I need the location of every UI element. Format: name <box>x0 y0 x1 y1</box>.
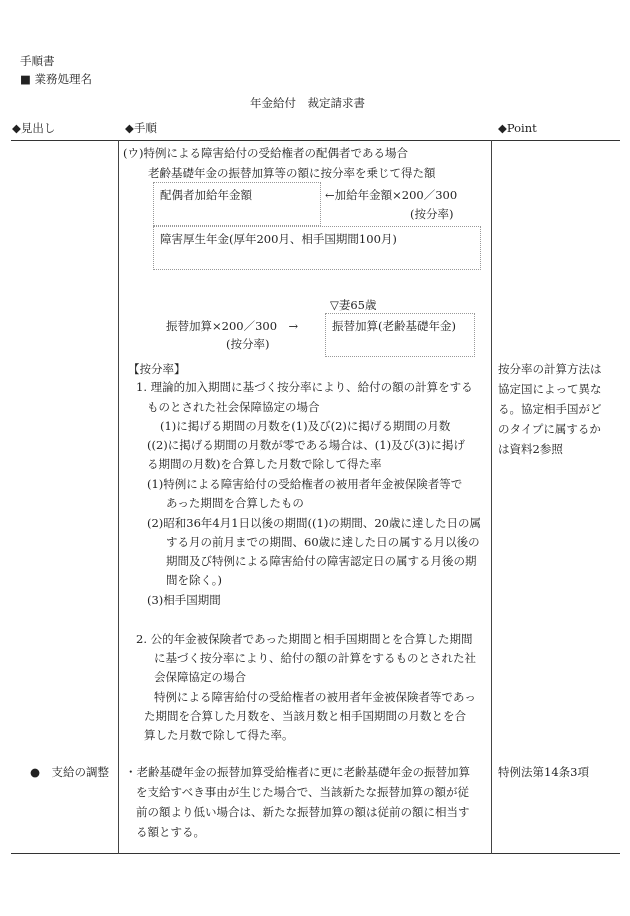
table-bottom-rule <box>11 853 620 854</box>
column-divider <box>118 140 119 854</box>
ratio-line: ((2)に掲げる期間の月数が零である場合は、(1)及び(3)に掲げ <box>147 438 465 452</box>
calc1: ←加給年金額×200／300 <box>325 188 458 202</box>
point-line: 按分率の計算方法は <box>498 362 602 376</box>
col-point: ◆Point <box>498 121 537 135</box>
page-title: 年金給付 裁定請求書 <box>250 96 365 110</box>
ratio-line: 算した月数で除して得た率。 <box>144 728 294 742</box>
calc2: 振替加算×200／300 → <box>166 319 299 333</box>
ratio-line: (2)昭和36年4月1日以後の期間((1)の期間、20歳に達した日の属 <box>147 516 481 530</box>
section-label: ■ 業務処理名 <box>20 72 93 86</box>
age-marker: ▽妻65歳 <box>330 298 377 312</box>
box1-label: 配偶者加給年金額 <box>160 188 252 202</box>
col-heading: ◆見出し <box>12 121 56 135</box>
adjust-line: 前の額より低い場合は、新たな振替加算の額は従前の額に相当す <box>136 805 470 819</box>
ratio-title: 【按分率】 <box>128 362 186 376</box>
ratio-line: 1. 理論的加入期間に基づく按分率により、給付の額の計算をする <box>136 380 473 394</box>
adjust-line: を支給すべき事由が生じた場合で、当該新たな振替加算の額が従 <box>136 785 470 799</box>
point-line: 協定国によって異な <box>498 382 602 396</box>
doc-type: 手順書 <box>20 54 55 68</box>
ratio-line: (1)特例による障害給付の受給権者の被用者年金被保険者等で <box>147 477 463 491</box>
table-top-rule <box>11 140 620 141</box>
ratio-line: (3)相手国期間 <box>147 593 221 607</box>
ratio-line: る期間の月数)を合算した月数で除して得た率 <box>147 457 382 471</box>
box2-label: 障害厚生年金(厚年200月、相手国期間100月) <box>160 232 397 246</box>
column-divider <box>491 140 492 854</box>
ratio-line: た期間を合算した月数を、当該月数と相手国期間の月数とを合 <box>144 709 466 723</box>
adjust-line: ・老齢基礎年金の振替加算受給権者に更に老齢基礎年金の振替加算 <box>125 765 470 779</box>
case-desc: 老齢基礎年金の振替加算等の額に按分率を乗じて得た額 <box>148 166 436 180</box>
point-line: る。協定相手国がど <box>498 402 602 416</box>
adjust-line: る額とする。 <box>136 825 205 839</box>
ratio-line: あった期間を合算したもの <box>166 496 304 510</box>
point-line: のタイプに属するか <box>498 422 601 436</box>
col-steps: ◆手順 <box>125 121 157 135</box>
adjust-heading: ● 支給の調整 <box>30 765 110 779</box>
adjust-point: 特例法第14条3項 <box>498 765 589 779</box>
point-line: は資料2参照 <box>498 442 563 456</box>
ratio-line: 期間及び特例による障害給付の障害認定日の属する月後の期 <box>166 554 477 568</box>
ratio-line: する月の前月までの期間、60歳に達した日の属する月以後の <box>166 535 480 549</box>
ratio-line: 2. 公的年金被保険者であった期間と相手国期間とを合算した期間 <box>136 632 473 646</box>
calc2-note: (按分率) <box>226 337 270 351</box>
ratio-line: 特例による障害給付の受給権者の被用者年金被保険者等であっ <box>154 690 476 704</box>
ratio-line: に基づく按分率により、給付の額の計算をするものとされた社 <box>154 651 476 665</box>
ratio-line: 会保障協定の場合 <box>154 670 246 684</box>
calc1-note: (按分率) <box>410 207 454 221</box>
ratio-line: 間を除く。) <box>166 573 223 587</box>
ratio-line: (1)に掲げる期間の月数を(1)及び(2)に掲げる期間の月数 <box>160 419 451 433</box>
case-title: (ウ)特例による障害給付の受給権者の配偶者である場合 <box>123 146 408 160</box>
ratio-line: ものとされた社会保障協定の場合 <box>147 400 320 414</box>
box3-label: 振替加算(老齢基礎年金) <box>332 319 456 333</box>
